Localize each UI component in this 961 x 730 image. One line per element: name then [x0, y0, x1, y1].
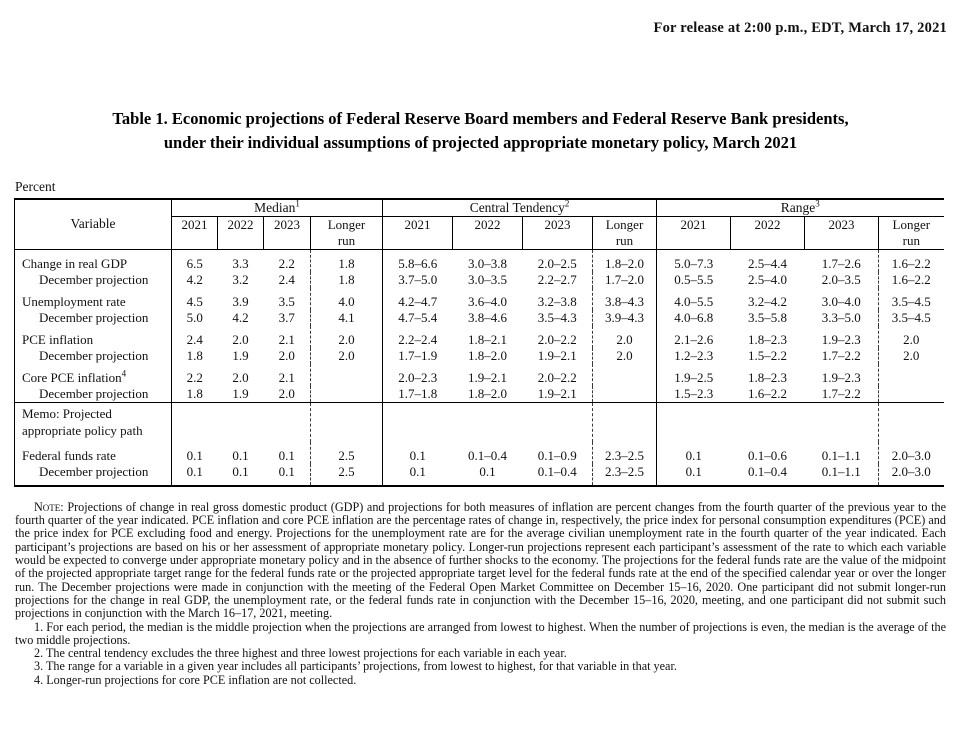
value-cell: 4.1 — [311, 310, 383, 326]
value-cell: 0.1–0.4 — [468, 447, 507, 463]
value-cell: 2.0–2.5 — [537, 255, 577, 271]
value-cell — [311, 364, 383, 386]
value-cell: 3.2–4.2 — [748, 293, 788, 309]
value-cell — [593, 386, 657, 403]
value-cell: 0.1 — [232, 447, 249, 463]
memo-empty-cell — [657, 402, 731, 442]
table-row — [15, 386, 944, 403]
value-cell: 2.3–2.5 — [593, 464, 657, 486]
footnote-3: 3. The range for a variable in a given year includes all participants’ projections, from lowest to highest, for that variable in that year. — [34, 659, 677, 674]
value-cell: 0.1 — [657, 442, 731, 464]
table-row — [15, 326, 944, 348]
value-cell: 2.0–3.5 — [821, 271, 861, 287]
value-cell — [593, 364, 657, 386]
value-cell: 1.7–2.6 — [821, 255, 861, 271]
value-cell: 3.3 — [232, 255, 249, 271]
value-cell: 2.2 — [172, 364, 218, 386]
title-line-1: Table 1. Economic projections of Federal Reserve Board members and Federal Reserve Bank presidents, — [112, 109, 849, 128]
footnote-2: 2. The central tendency excludes the three highest and three lowest projections for each variable in each year. — [34, 646, 567, 661]
variable-label: December projection — [39, 347, 149, 363]
value-cell: 2.0 — [311, 326, 383, 348]
value-cell: 2.0 — [232, 331, 249, 347]
value-cell: 2.2–2.4 — [383, 326, 453, 348]
value-cell: 2.0–3.0 — [879, 442, 944, 464]
table-body — [15, 249, 944, 486]
value-cell: 1.2–2.3 — [657, 348, 731, 364]
value-cell: 1.8–2.0 — [468, 347, 507, 363]
value-cell: 2.2–2.7 — [537, 271, 577, 287]
memo-empty-cell — [805, 402, 879, 442]
value-cell: 4.0–6.8 — [657, 310, 731, 326]
value-cell: 1.9–2.3 — [821, 331, 861, 347]
release-line: For release at 2:00 p.m., EDT, March 17, 2021 — [653, 20, 947, 36]
year-header: Longer run — [311, 216, 383, 249]
table-row — [15, 310, 944, 326]
value-cell: 0.1–0.6 — [748, 447, 788, 463]
value-cell: 2.0 — [879, 326, 944, 348]
value-cell: 3.0–4.0 — [821, 293, 861, 309]
memo-row — [15, 402, 944, 442]
value-cell: 3.0–3.5 — [468, 271, 507, 287]
value-cell: 1.8–2.0 — [468, 385, 507, 401]
year-header: 2022 — [218, 216, 264, 249]
memo-empty-cell — [523, 402, 593, 442]
value-cell: 4.2 — [232, 309, 249, 325]
footnote-1: 1. For each period, the median is the middle projection when the projections are arranged from lowest to highest. When the number of projections is even, the median is the average of the two middle projections. — [15, 619, 946, 647]
table-row — [15, 348, 944, 364]
footnotes — [0, 621, 961, 687]
value-cell: 4.2–4.7 — [383, 288, 453, 310]
value-cell: 3.2 — [232, 271, 249, 287]
year-header: Longer run — [593, 216, 657, 249]
value-cell: 0.1–0.4 — [537, 463, 577, 479]
table-row — [15, 288, 944, 310]
value-cell: 3.3–5.0 — [821, 309, 861, 325]
value-cell: 0.1 — [172, 464, 218, 486]
value-cell: 1.8–2.3 — [748, 369, 788, 385]
year-header: 2023 — [805, 216, 879, 249]
value-cell: 2.0 — [311, 348, 383, 364]
group-header-range: Range$^3$ — [657, 199, 944, 217]
table-row — [15, 272, 944, 288]
value-cell: 1.8 — [172, 386, 218, 403]
value-cell: 1.9 — [232, 347, 249, 363]
value-cell: 3.2–3.8 — [537, 293, 577, 309]
memo-empty-cell — [311, 402, 383, 442]
value-cell: 0.1 — [278, 447, 295, 463]
value-cell: 4.2 — [172, 272, 218, 288]
value-cell: 2.1–2.6 — [657, 326, 731, 348]
value-cell: 0.1–1.1 — [821, 463, 861, 479]
variable-label: December projection — [39, 271, 149, 287]
variable-label: Unemployment rate — [22, 293, 126, 309]
memo-empty-cell — [383, 402, 453, 442]
value-cell: 4.5 — [172, 288, 218, 310]
value-cell: 0.1–0.9 — [537, 447, 577, 463]
memo-empty-cell — [218, 402, 264, 442]
value-cell: 3.8–4.3 — [593, 288, 657, 310]
value-cell: 1.8 — [311, 249, 383, 272]
memo-line-2: appropriate policy path — [22, 422, 143, 438]
value-cell: 1.6–2.2 — [748, 385, 788, 401]
value-cell: 2.5–4.0 — [748, 271, 788, 287]
value-cell: 2.1 — [278, 369, 295, 385]
value-cell: 0.1 — [172, 442, 218, 464]
value-cell: 5.0–7.3 — [657, 249, 731, 272]
value-cell: 6.5 — [172, 249, 218, 272]
value-cell: 0.1 — [232, 463, 249, 479]
value-cell: 2.0–2.2 — [537, 331, 577, 347]
value-cell: 2.0–2.3 — [383, 364, 453, 386]
title-line-2: under their individual assumptions of projected appropriate monetary policy, March 2021 — [163, 132, 798, 152]
value-cell: 2.0–2.2 — [537, 369, 577, 385]
value-cell: 3.0–3.8 — [468, 255, 507, 271]
value-cell: 3.8–4.6 — [468, 309, 507, 325]
note-label: Note: — [34, 499, 64, 514]
value-cell: 1.9–2.1 — [468, 369, 507, 385]
table-row — [15, 442, 944, 464]
table-title — [0, 107, 961, 155]
value-cell: 2.2 — [278, 255, 295, 271]
memo-empty-cell — [731, 402, 805, 442]
table-row — [15, 249, 944, 272]
value-cell: 0.1–0.4 — [748, 463, 788, 479]
table-header — [15, 199, 944, 250]
note-text: Projections of change in real gross domestic product (GDP) and projections for both measures of inflation are percent changes from the fourth quarter of the previous year to the fourth quarter of the year indicated. PCE inflation and core PCE inflation are the percentage rates of change in, respectively, the price index for personal consumption expenditures (PCE) and the price index for PCE excluding food and energy. Projections for the unemployment rate are for the average civilian unemployment rate in the fourth quarter of the year indicated. Each participant’s projections are based on his or her assessment of appropriate monetary policy. Longer-run projections represent each participant’s assessment of the rate to which each variable would be expected to converge under appropriate monetary policy and in the absence of further shocks to the economy. The projections for the federal funds rate are the value of the midpoint of the projected appropriate target range for the federal funds rate or the projected appropriate target level for the federal funds rate at the end of the specified calendar year or over the longer run. The December projections were made in conjunction with the meeting of the Federal Open Market Committee on December 15–16, 2020. One participant did not submit longer-run projections for the change in real GDP, the unemployment rate, or the federal funds rate in conjunction with the December 15–16, 2020, meeting, and one participant did not submit such projections in conjunction with the March 16–17, 2021, meeting. — [15, 499, 946, 621]
year-header: Longer run — [879, 216, 944, 249]
value-cell: 1.6–2.2 — [879, 272, 944, 288]
value-cell: 5.0 — [172, 310, 218, 326]
value-cell: 0.1 — [383, 464, 453, 486]
value-cell: 1.8 — [172, 348, 218, 364]
value-cell: 2.0 — [278, 385, 295, 401]
year-header: 2023 — [523, 216, 593, 249]
value-cell — [879, 364, 944, 386]
variable-label: December projection — [39, 385, 149, 401]
value-cell: 2.0 — [593, 348, 657, 364]
header-group-row — [15, 199, 944, 217]
value-cell: 1.9–2.5 — [657, 364, 731, 386]
value-cell: 0.1–1.1 — [821, 447, 861, 463]
value-cell — [311, 386, 383, 403]
year-header: 2021 — [657, 216, 731, 249]
value-cell: 3.9–4.3 — [593, 310, 657, 326]
variable-label: December projection — [39, 309, 149, 325]
value-cell: 2.0–3.0 — [879, 464, 944, 486]
value-cell: 3.9 — [232, 293, 249, 309]
value-cell: 1.7–1.9 — [383, 348, 453, 364]
value-cell: 1.7–2.2 — [821, 385, 861, 401]
value-cell: 2.5–4.4 — [748, 255, 788, 271]
value-cell: 3.5–4.5 — [879, 310, 944, 326]
table-row — [15, 364, 944, 386]
value-cell: 2.1 — [278, 331, 295, 347]
memo-empty-cell — [264, 402, 311, 442]
value-cell: 4.0 — [311, 288, 383, 310]
value-cell: 1.8–2.3 — [748, 331, 788, 347]
value-cell: 1.7–1.8 — [383, 386, 453, 403]
value-cell: 1.9 — [232, 385, 249, 401]
value-cell: 2.4 — [278, 271, 295, 287]
value-cell: 4.7–5.4 — [383, 310, 453, 326]
year-header: 2022 — [453, 216, 523, 249]
variable-label: Change in real GDP — [22, 255, 128, 271]
table-note — [15, 501, 946, 621]
value-cell: 0.1 — [657, 464, 731, 486]
projections-table — [14, 198, 944, 487]
memo-empty-cell — [172, 402, 218, 442]
value-cell: 2.4 — [172, 326, 218, 348]
value-cell: 2.3–2.5 — [593, 442, 657, 464]
value-cell: 2.0 — [278, 347, 295, 363]
footnote-4: 4. Longer-run projections for core PCE inflation are not collected. — [34, 672, 357, 687]
value-cell: 2.5 — [311, 442, 383, 464]
value-cell: 1.9–2.1 — [537, 347, 577, 363]
value-cell: 0.1 — [278, 463, 295, 479]
value-cell: 2.0 — [879, 348, 944, 364]
memo-empty-cell — [879, 402, 944, 442]
value-cell: 0.1 — [383, 442, 453, 464]
value-cell: 0.5–5.5 — [657, 272, 731, 288]
value-cell: 1.8–2.1 — [468, 331, 507, 347]
variable-label: Federal funds rate — [22, 447, 116, 463]
value-cell: 1.7–2.2 — [821, 347, 861, 363]
value-cell: 1.8 — [311, 272, 383, 288]
value-cell: 0.1 — [479, 463, 496, 479]
group-header-median: Median$^1$ — [172, 199, 383, 217]
value-cell: 1.5–2.2 — [748, 347, 788, 363]
value-cell: 4.0–5.5 — [657, 288, 731, 310]
year-header: 2021 — [383, 216, 453, 249]
variable-column-header: Variable — [15, 199, 172, 250]
value-cell: 3.5 — [278, 293, 295, 309]
value-cell: 2.0 — [232, 369, 249, 385]
value-cell: 1.9–2.1 — [537, 385, 577, 401]
value-cell: 1.5–2.3 — [657, 386, 731, 403]
value-cell: 3.5–5.8 — [748, 309, 788, 325]
value-cell: 3.7–5.0 — [383, 272, 453, 288]
variable-label: December projection — [39, 463, 149, 479]
value-cell: 1.8–2.0 — [593, 249, 657, 272]
group-header-central-tendency: Central Tendency$^2$ — [383, 199, 657, 217]
value-cell: 3.6–4.0 — [468, 293, 507, 309]
table-row — [15, 464, 944, 486]
memo-empty-cell — [453, 402, 523, 442]
year-header: 2021 — [172, 216, 218, 249]
year-header: 2023 — [264, 216, 311, 249]
variable-label: PCE inflation — [22, 331, 94, 347]
year-header: 2022 — [731, 216, 805, 249]
value-cell: 2.5 — [311, 464, 383, 486]
value-cell: 1.6–2.2 — [879, 249, 944, 272]
value-cell: 1.9–2.3 — [821, 369, 861, 385]
percent-label: Percent — [15, 178, 56, 194]
value-cell — [879, 386, 944, 403]
value-cell: 2.0 — [593, 326, 657, 348]
value-cell: 3.7 — [278, 309, 295, 325]
memo-label — [15, 402, 172, 442]
value-cell: 3.5–4.3 — [537, 309, 577, 325]
variable-label: Core PCE inflation$^4$ — [22, 368, 127, 385]
memo-empty-cell — [593, 402, 657, 442]
memo-line-1: Memo: Projected — [22, 405, 112, 421]
value-cell: 3.5–4.5 — [879, 288, 944, 310]
value-cell: 1.7–2.0 — [593, 272, 657, 288]
value-cell: 5.8–6.6 — [383, 249, 453, 272]
